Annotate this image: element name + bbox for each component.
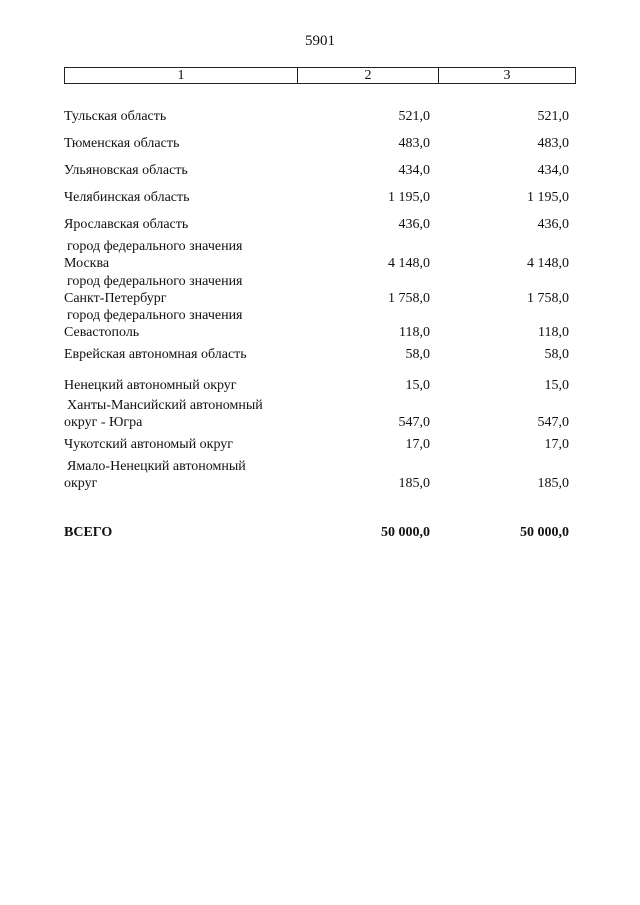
region-name <box>64 307 294 341</box>
region-name <box>64 458 294 492</box>
value-col2: 15,0 <box>405 378 430 393</box>
region-name-line: город федерального значения <box>67 274 243 289</box>
region-name <box>64 189 294 206</box>
region-name-line: Тюменская область <box>64 136 180 151</box>
column-header-3: 3 <box>503 67 511 83</box>
value-col3: 118,0 <box>538 325 569 340</box>
region-name-line: округ <box>64 476 98 491</box>
region-name-line: Ульяновская область <box>64 163 188 178</box>
value-col2: 521,0 <box>398 109 430 124</box>
value-col3: 436,0 <box>537 217 569 232</box>
page-number: 5901 <box>305 33 335 49</box>
region-name-line: город федерального значения <box>67 239 243 254</box>
value-col3: 58,0 <box>544 347 569 362</box>
region-name <box>64 397 294 431</box>
region-name-line: округ - Югра <box>64 415 143 430</box>
region-name <box>64 273 294 307</box>
region-name <box>64 216 294 233</box>
value-col3: 547,0 <box>537 415 569 430</box>
value-col2: 118,0 <box>399 325 430 340</box>
value-col2: 4 148,0 <box>388 256 430 271</box>
value-col3: 1 758,0 <box>527 291 569 306</box>
region-name-line: Тульская область <box>64 109 167 124</box>
region-name <box>64 436 294 453</box>
region-name-line: Севастополь <box>64 325 140 340</box>
value-col3: 521,0 <box>537 109 569 124</box>
region-name <box>64 162 294 179</box>
region-name-line: Санкт-Петербург <box>64 291 167 306</box>
region-name-line: Ярославская область <box>64 217 189 232</box>
value-col2: 1 195,0 <box>388 190 430 205</box>
value-col2: 434,0 <box>398 163 430 178</box>
region-name <box>64 135 294 152</box>
value-col2: 436,0 <box>398 217 430 232</box>
value-col2: 1 758,0 <box>388 291 430 306</box>
value-col3: 17,0 <box>544 437 569 452</box>
total-label: ВСЕГО <box>64 525 113 540</box>
region-name-line: Ханты-Мансийский автономный <box>67 398 263 413</box>
total-col2: 50 000,0 <box>381 525 430 540</box>
value-col2: 17,0 <box>405 437 430 452</box>
column-header-2: 2 <box>298 68 439 83</box>
value-col3: 483,0 <box>537 136 569 151</box>
column-header-1: 1 <box>65 68 298 83</box>
region-name-line: Москва <box>64 256 110 271</box>
region-name-line: Челябинская область <box>64 190 190 205</box>
value-col3: 15,0 <box>544 378 569 393</box>
value-col2: 483,0 <box>398 136 430 151</box>
total-col3: 50 000,0 <box>520 525 569 540</box>
region-name <box>64 346 294 363</box>
region-name-line: Ненецкий автономный округ <box>64 378 237 393</box>
region-name <box>64 238 294 272</box>
region-name-line: Ямало-Ненецкий автономный <box>67 459 246 474</box>
region-name <box>64 377 294 394</box>
region-name-line: Еврейская автономная область <box>64 347 247 362</box>
value-col2: 547,0 <box>398 415 430 430</box>
value-col2: 185,0 <box>398 476 430 491</box>
value-col3: 434,0 <box>537 163 569 178</box>
value-col3: 4 148,0 <box>527 256 569 271</box>
column-header-row <box>64 67 576 84</box>
region-name-line: Чукотский автономый округ <box>64 437 234 452</box>
value-col3: 185,0 <box>537 476 569 491</box>
value-col3: 1 195,0 <box>527 190 569 205</box>
region-name <box>64 108 294 125</box>
value-col2: 58,0 <box>405 347 430 362</box>
region-name-line: город федерального значения <box>67 308 243 323</box>
